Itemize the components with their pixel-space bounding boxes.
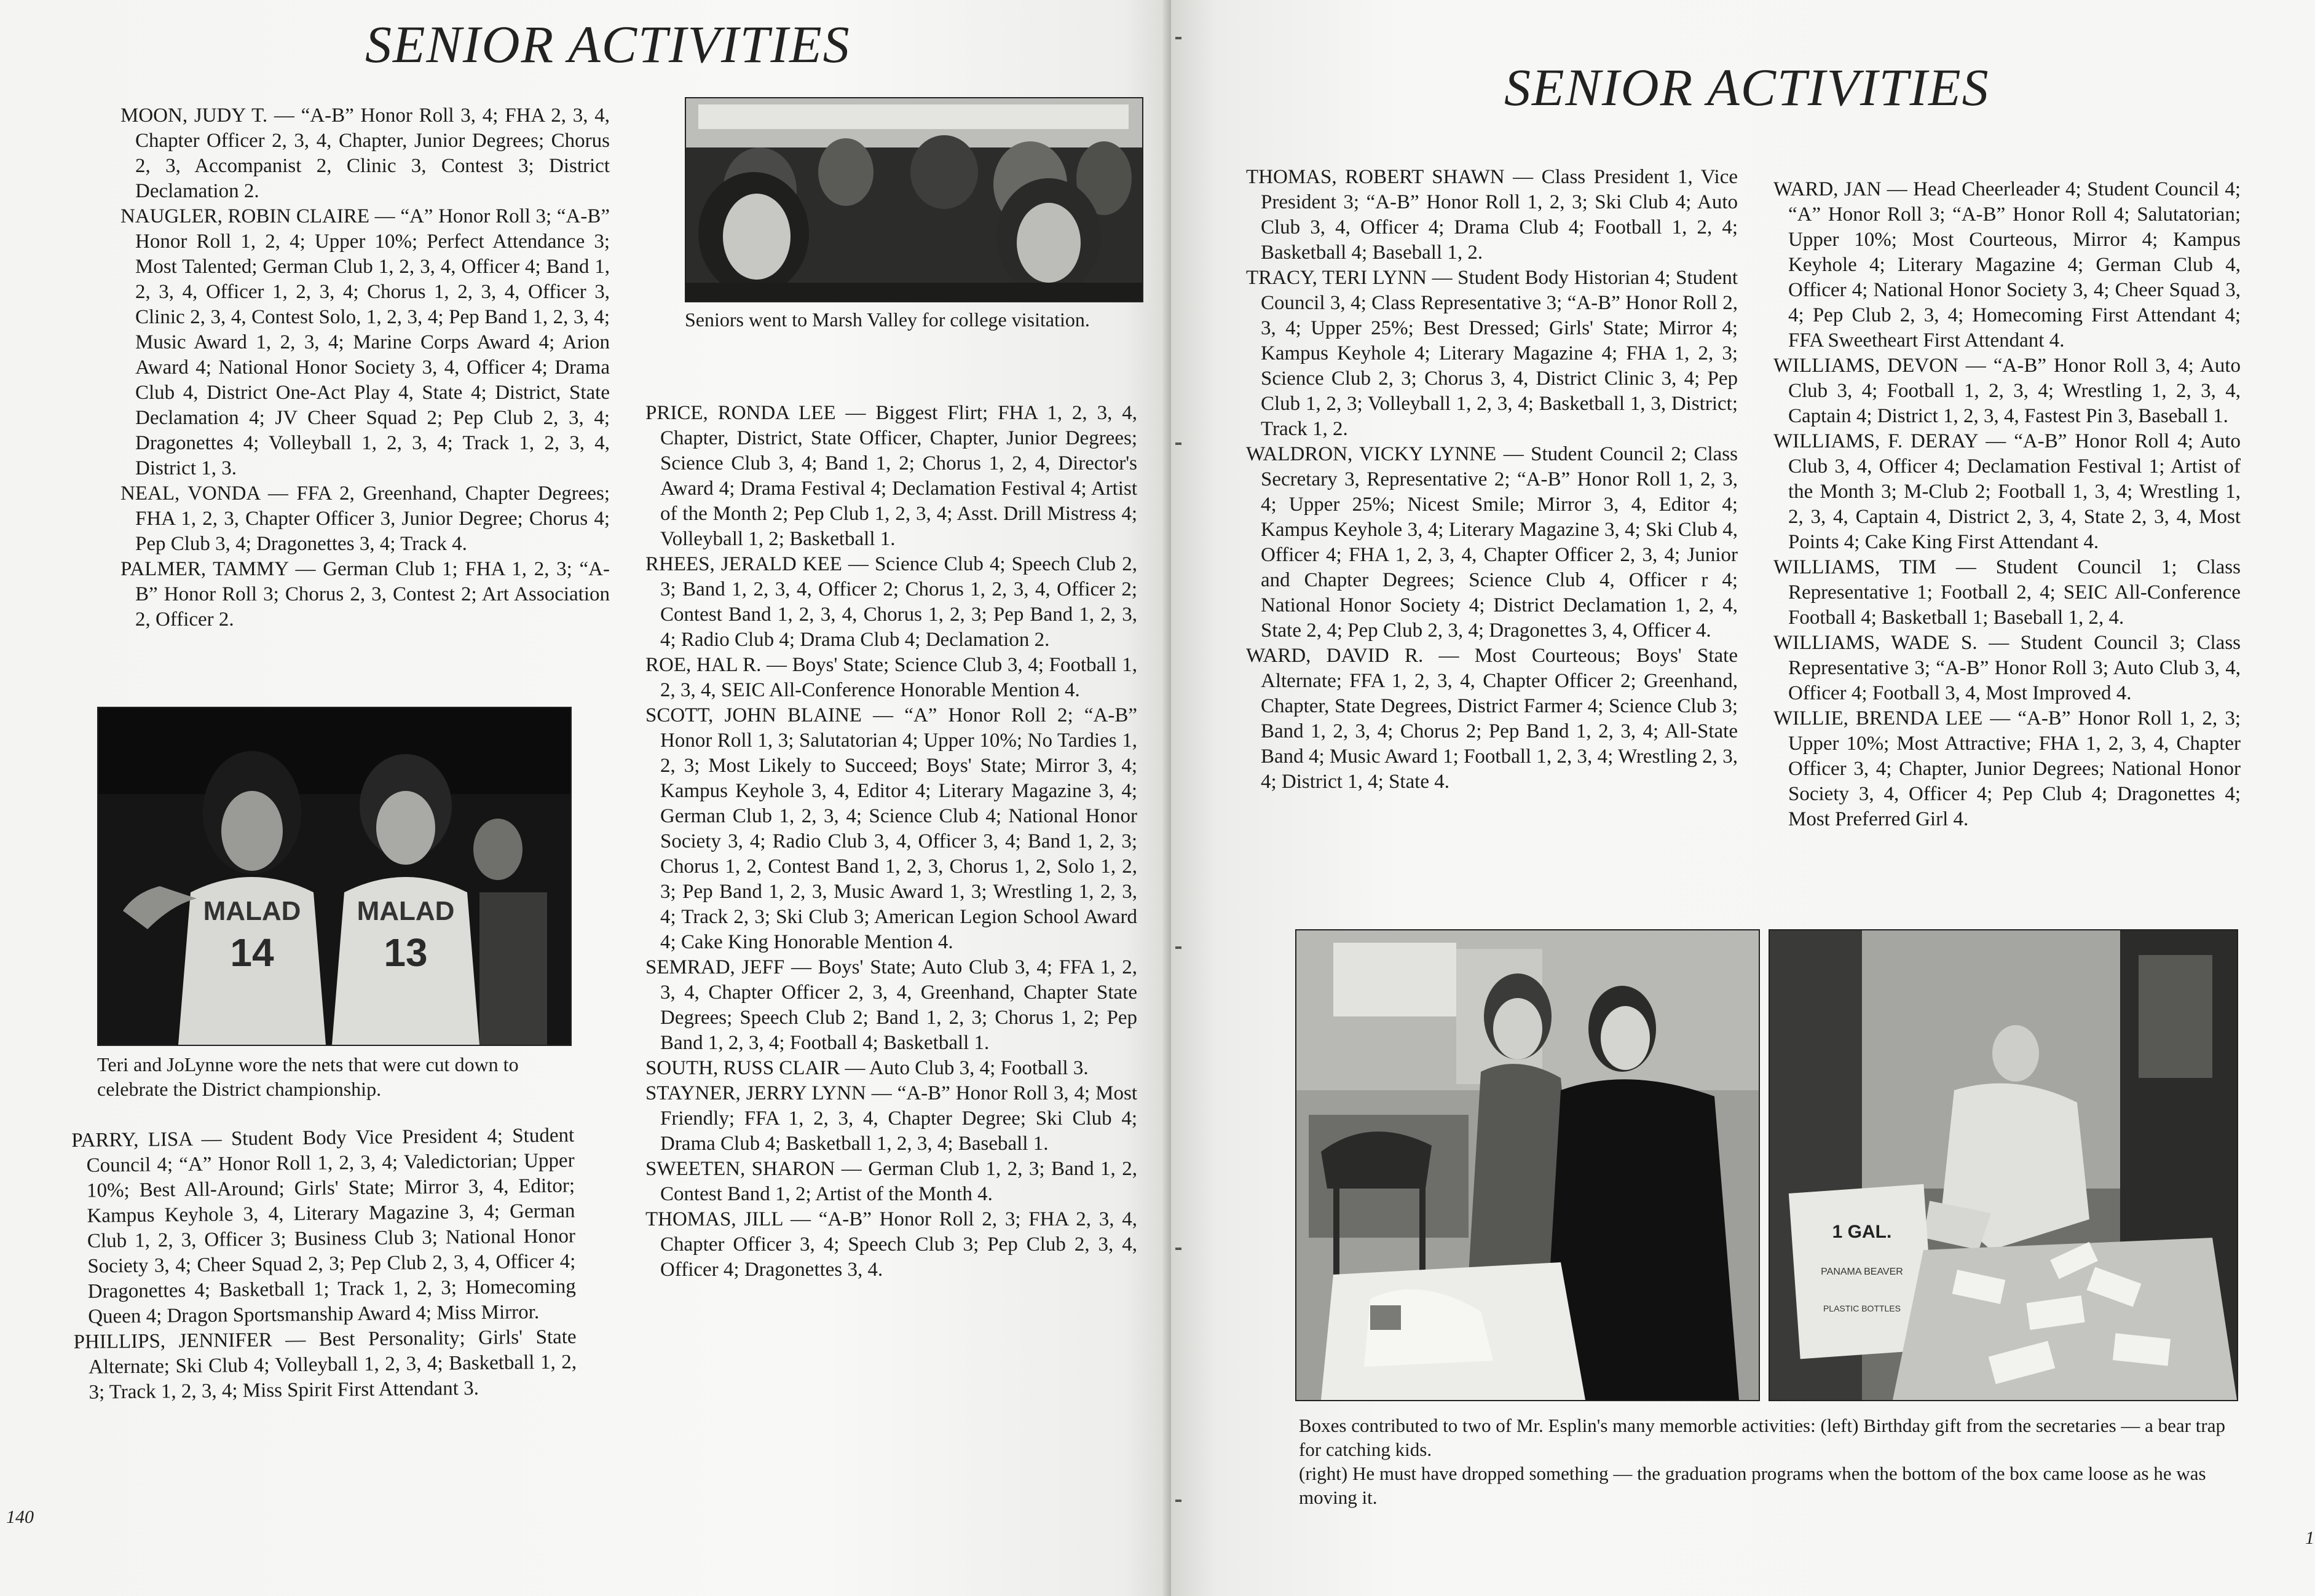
entry-neal: NEAL, VONDA — FFA 2, Greenhand, Chapter Degrees; FHA 1, 2, 3, Chapter Officer 3, Junior Degree; Chorus 4; Pep Club 3, 4; Dragonettes 3, 4; Track 4. — [120, 482, 610, 555]
entry-semrad: SEMRAD, JEFF — Boys' State; Auto Club 3, 4; FFA 1, 2, 3, 4, Chapter Officer 2, 3, 4, Greenhand, Chapter State Degrees; Speech Club 2; Band 1, 2, 3; Chorus 1, 2; Pep Band 1, 2, 3, 4; Football 4; Basketball 1. — [645, 956, 1137, 1054]
entry-williams-deray: WILLIAMS, F. DERAY — “A-B” Honor Roll 4; Auto Club 3, 4, Officer 4; Declamation Festival 1; Artist of the Month 3; M-Club 2; Football 1, 3, 4; Wrestling 1, 2, 3, 4, Captain 4, District 2, 3, 4, State 2, 3, 4, Most Points 4; Cake King First Attendant 4. — [1773, 430, 2241, 553]
left-page-number: 140 — [6, 1507, 34, 1527]
right-page-heading: SENIOR ACTIVITIES — [1504, 58, 1990, 117]
right-column-1 — [1246, 165, 1738, 795]
entry-rhees: RHEES, JERALD KEE — Science Club 4; Speech Club 2, 3; Band 1, 2, 3, 4, Officer 2; Chorus 1, 2, 3, 4, Officer 2; Contest Band 1, 2, 3, 4, Chorus 1, 2, 3; Pep Band 1, 2, 3, 4; Radio Club 4; Drama Club 4; Declamation 2. — [645, 553, 1137, 651]
entry-ward-jan: WARD, JAN — Head Cheerleader 4; Student Council 4; “A” Honor Roll 3; “A-B” Honor Roll 4; Salutatorian; Upper 10%; Most Courteous, Mirror 4; Kampus Keyhole 4; Literary Magazine 4; German Club 4, Officer 4; National Honor Society 3, 4; Cheer Squad 3, 4; Pep Club 2, 3, 4; Homecoming First Attendant 4; FFA Sweetheart First Attendant 4. — [1773, 178, 2241, 352]
svg-text:PLASTIC BOTTLES: PLASTIC BOTTLES — [1823, 1303, 1901, 1313]
left-page-heading: SENIOR ACTIVITIES — [365, 15, 851, 74]
entry-williams-devon: WILLIAMS, DEVON — “A-B” Honor Roll 3, 4; Auto Club 3, 4; Football 1, 2, 3, 4; Wrestling 1, 2, 3, 4, Captain 4; District 1, 2, 3, 4, Fastest Pin 3, Baseball 1. — [1773, 355, 2241, 427]
photo-esplin-caption-left: Boxes contributed to two of Mr. Esplin's many memorble activities: (left) Birthday gift from the secretaries — a bear trap for catching kids. — [1299, 1415, 2225, 1460]
entry-scott: SCOTT, JOHN BLAINE — “A” Honor Roll 2; “A-B” Honor Roll 1, 3; Salutatorian 4; Upper 10%; No Tardies 1, 2, 3; Most Likely to Succeed; Boys' State; Mirror 3, 4; Kampus Keyhole 3, 4, Editor 4; Literary Magazine 3, 4; German Club 1, 2, 3, 4; Science Club 4; National Honor Society 3, 4; Radio Club 3, 4, Officer 3, 4; Band 1, 2, 3; Chorus 1, 2, Contest Band 1, 2, 3, Chorus 1, 2, Solo 1, 2, 3; Pep Band 1, 2, 3, Music Award 1, 3; Wrestling 1, 2, 3, 4; Track 2, 3; Ski Club 3; American Legion School Award 4; Cake King Honorable Mention 4. — [645, 704, 1137, 953]
svg-text:14: 14 — [230, 930, 274, 975]
entry-thomas-jill: THOMAS, JILL — “A-B” Honor Roll 2, 3; FHA 2, 3, 4, Chapter Officer 3, 4; Speech Club 3; Pep Club 2, 3, 4, Officer 4; Dragonettes 3, 4. — [645, 1208, 1137, 1281]
svg-text:PANAMA BEAVER: PANAMA BEAVER — [1821, 1267, 1903, 1277]
entry-tracy: TRACY, TERI LYNN — Student Body Historian 4; Student Council 3, 4; Class Representative 3; “A-B” Honor Roll 2, 3, 4; Upper 25%; Best Dressed; Girls' State; Mirror 4; Kampus Keyhole 4; Literary Magazine 4; FHA 1, 2, 3; Science Club 2, 3; Chorus 3, 4, District Clinic 3, 4; Pep Club 1, 2, 3; Volleyball 1, 2, 3, 4; Basketball 1, 3, District; Track 1, 2. — [1246, 267, 1738, 440]
binding-mark — [1175, 946, 1181, 949]
entry-naugler: NAUGLER, ROBIN CLAIRE — “A” Honor Roll 3; “A-B” Honor Roll 1, 2, 4; Upper 10%; Perfect Attendance 3; Most Talented; German Club 1, 2, 3, 4, Officer 4; Band 1, 2, 3, 4, Officer 1, 2, 3, 4; Chorus 1, 2, 3, 4, Officer 3, Clinic 2, 3, 4, Contest Solo, 1, 2, 3, 4; Pep Band 1, 2, 3, 4; Music Award 1, 2, 3, 4; Marine Corps Award 4; Arion Award 4; National Honor Society 3, 4, Officer 4; Drama Club 4, District One-Act Play 4, State 4; District, State Declamation 4; JV Cheer Squad 2; Pep Club 2, 3, 4; Dragonettes 4; Volleyball 1, 2, 3, 4; Track 1, 2, 3, 4, District 1, 3. — [120, 205, 610, 479]
photo-esplin-caption-right: (right) He must have dropped something — the graduation programs when the bottom of the box came loose as he was moving it. — [1299, 1463, 2206, 1508]
entry-stayner: STAYNER, JERRY LYNN — “A-B” Honor Roll 3, 4; Most Friendly; FFA 1, 2, 3, 4, Chapter Degree; Ski Club 4; Drama Club 4; Basketball 1, 2, 3, 4; Baseball 1. — [645, 1082, 1137, 1155]
binding-mark — [1175, 442, 1181, 445]
svg-text:MALAD: MALAD — [203, 896, 301, 926]
svg-text:1 GAL.: 1 GAL. — [1832, 1222, 1892, 1242]
entry-parry: PARRY, LISA — Student Body Vice President 4; Student Council 4; “A” Honor Roll 1, 2, 3, 4; Valedictorian; Upper 10%; Best All-Around; Girls' State; Mirror 3, 4, Editor; Kampus Keyhole 3, 4, Literary Magazine 3, 4; German Club 1, 2, 3, Officer 3; Business Club 3; National Honor Society 3, 4; Cheer Squad 2, 3; Pep Club 2, 3, 4, Officer 4; Dragonettes 4; Basketball 1; Track 1, 2, 3; Homecoming Queen 4; Dragon Sportsmanship Award 4; Miss Mirror. — [71, 1124, 576, 1328]
entry-williams-tim: WILLIAMS, TIM — Student Council 1; Class Representative 1; Football 2, 4; SEIC All-Conference Football 4; Basketball 1; Baseball 1, 2, 4. — [1773, 556, 2241, 629]
entry-roe: ROE, HAL R. — Boys' State; Science Club 3, 4; Football 1, 2, 3, 4, SEIC All-Conference Honorable Mention 4. — [645, 654, 1137, 701]
entry-phillips: PHILLIPS, JENNIFER — Best Personality; Girls' State Alternate; Ski Club 4; Volleyball 1, 2, 3, 4; Basketball 1, 2, 3; Track 1, 2, 3, 4; Miss Spirit First Attendant 3. — [73, 1326, 577, 1404]
right-column-2 — [1773, 177, 2241, 832]
entry-ward-david: WARD, DAVID R. — Most Courteous; Boys' State Alternate; FFA 1, 2, 3, 4, Chapter Officer 2; Greenhand, Chapter, State Degrees, District Farmer 4; Science Club 3; Band 1, 2, 3, 4; Chorus 2; Pep Band 1, 2, 3, 4; All-State Band 4; Music Award 1; Football 1, 2, 3, 4; Wrestling 2, 3, 4; District 1, 4; State 4. — [1246, 645, 1738, 793]
photo-basketball-girls — [97, 707, 572, 1046]
photo-esplin-caption — [1299, 1413, 2239, 1509]
entry-thomas-robert: THOMAS, ROBERT SHAWN — Class President 1, Vice President 3; “A-B” Honor Roll 1, 2, 3; Ski Club 4; Auto Club 3, 4, Officer 4; Drama Club 4; Football 1, 2, 4; Basketball 4; Baseball 1, 2. — [1246, 166, 1738, 264]
entry-willie: WILLIE, BRENDA LEE — “A-B” Honor Roll 1, 2, 3; Upper 10%; Most Attractive; FHA 1, 2, 3, 4, Chapter Officer 3, 4; Chapter, Junior Degrees; National Honor Society 3, 4, Officer 4; Pep Club 4; Dragonettes 4; Most Preferred Girl 4. — [1773, 707, 2241, 830]
entry-waldron: WALDRON, VICKY LYNNE — Student Council 2; Class Secretary 3, Representative 2; “A-B” Honor Roll 1, 2, 3, 4; Upper 25%; Nicest Smile; Mirror 3, 4, Editor 4; Kampus Keyhole 3, 4; Literary Magazine 3, 4; Ski Club 4, Officer 4; FHA 1, 2, 3, 4, Chapter Officer 2, 3, 4; Junior and Chapter Degrees; Science Club 4, Officer r 4; National Honor Society 4; District Declamation 1, 2, 4, State 2, 4; Pep Club 2, 3, 4; Dragonettes 3, 4, Officer 4. — [1246, 443, 1738, 642]
binding-mark — [1175, 37, 1181, 39]
binding-mark — [1175, 1248, 1181, 1250]
right-page-number: 1 — [2305, 1528, 2314, 1548]
photo-bus-caption: Seniors went to Marsh Valley for college visitation. — [685, 309, 1090, 331]
entry-south: SOUTH, RUSS CLAIR — Auto Club 3, 4; Football 3. — [645, 1057, 1089, 1079]
entry-sweeten: SWEETEN, SHARON — German Club 1, 2, 3; Band 1, 2, Contest Band 1, 2; Artist of the Month 4. — [645, 1158, 1137, 1205]
photo-birthday-gift-image — [1296, 930, 1759, 1400]
entry-moon: MOON, JUDY T. — “A-B” Honor Roll 3, 4; FHA 2, 3, 4, Chapter Officer 2, 3, 4, Chapter, Junior Degrees; Chorus 2, 3, Accompanist 2, Clinic 3, Contest 3; District Declamation 2. — [120, 104, 610, 202]
binding-mark — [1175, 1500, 1181, 1502]
photo-birthday-gift — [1295, 929, 1760, 1401]
photo-bus-seniors-image — [686, 98, 1142, 301]
svg-text:13: 13 — [384, 930, 428, 975]
left-column-1-bottom — [71, 1123, 577, 1405]
svg-text:MALAD: MALAD — [357, 896, 455, 926]
photo-dropped-programs — [1769, 929, 2238, 1401]
photo-bus-seniors — [685, 97, 1143, 302]
left-column-1-top — [120, 103, 610, 632]
entry-price: PRICE, RONDA LEE — Biggest Flirt; FHA 1, 2, 3, 4, Chapter, District, State Officer, Chapter, Junior Degrees; Science Club 3, 4; Band 1, 2; Chorus 1, 2, 4, Director's Award 4; Drama Festival 4; Declamation Festival 4; Artist of the Month 2; Pep Club 1, 2, 3, 4; Asst. Drill Mistress 4; Volleyball 1, 2; Basketball 1. — [645, 402, 1137, 550]
photo-dropped-programs-image — [1770, 930, 2237, 1400]
entry-williams-wade: WILLIAMS, WADE S. — Student Council 3; Class Representative 3; “A-B” Honor Roll 3; Auto Club 3, 4, Officer 4; Football 3, 4, Most Improved 4. — [1773, 632, 2241, 704]
entry-palmer: PALMER, TAMMY — German Club 1; FHA 1, 2, 3; “A-B” Honor Roll 3; Chorus 2, 3, Contest 2; Art Association 2, Officer 2. — [120, 558, 610, 631]
photo-basketball-caption: Teri and JoLynne wore the nets that were cut down to celebrate the District championship. — [97, 1053, 519, 1100]
right-page — [1171, 0, 2315, 1596]
photo-basketball-girls-image — [98, 708, 570, 1045]
left-column-2 — [645, 401, 1137, 1283]
